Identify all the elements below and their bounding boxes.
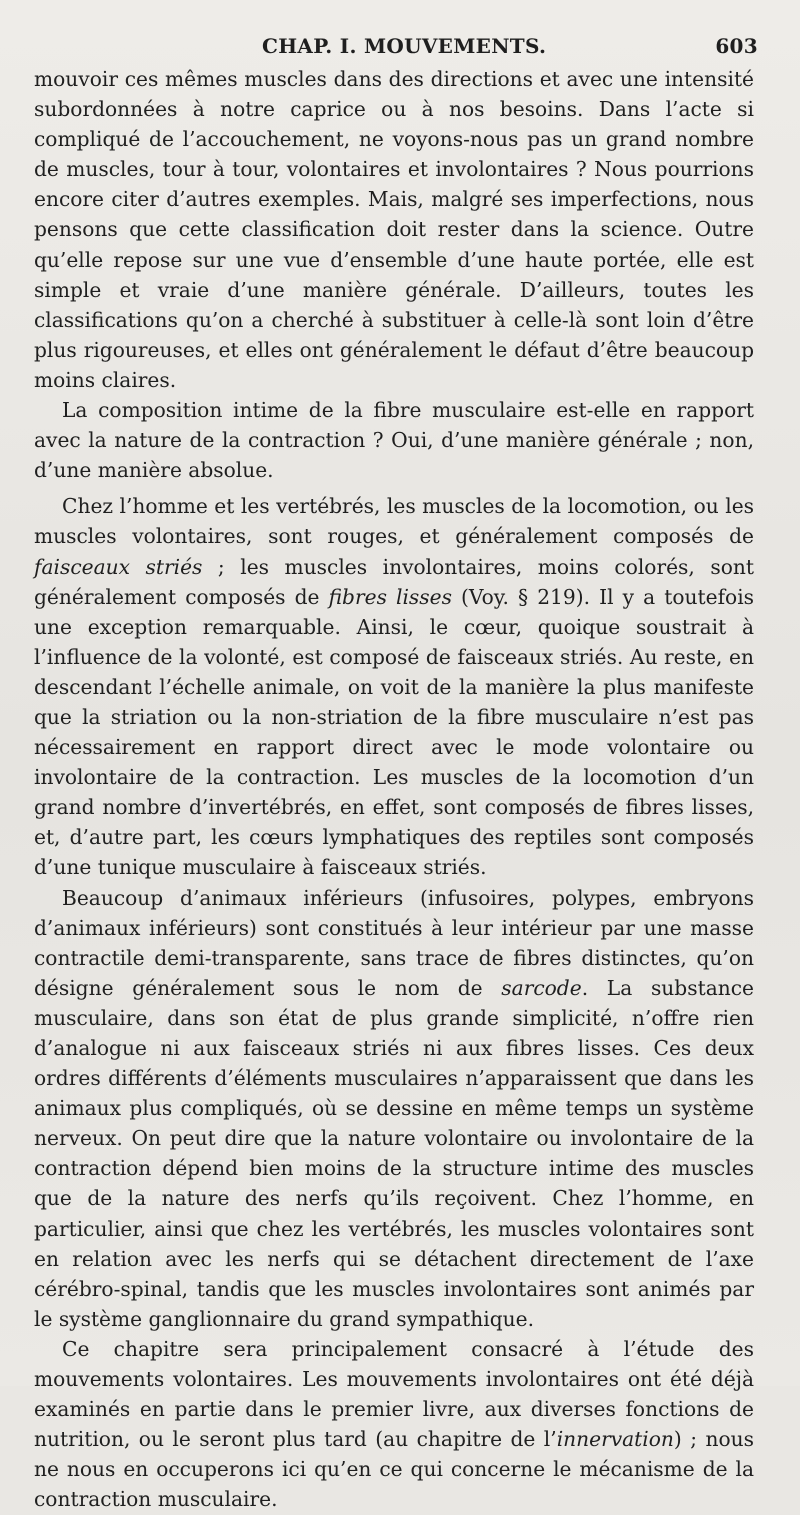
text-run: (Voy. § 219). Il y a toutefois une exception remarquable. Ainsi, le cœur, quoique soustrait à l’influence de la volonté, est composé de faisceaux striés. Au reste, en descendant l’échelle animale, on voit de la manière la plus manifeste que la striation ou la non-striation de la fibre musculaire n’est pas nécessairement en rapport direct avec le mode volontaire ou involontaire de la contraction. Les muscles de la locomotion d’un grand nombre d’invertébrés, en effet, sont composés de fibres lisses, et, d’autre part, les cœurs lymphatiques des reptiles sont composés d’une tunique musculaire à faisceaux striés. (34, 584, 755, 880)
text-run: Ce chapitre sera principalement consacré à l’étude des mouvements volontaires. Les mouvements involontaires ont été déjà examinés en partie dans le premier livre, aux diverses fonctions de nutrition, ou le seront plus tard (au chapitre de l’ (34, 1336, 754, 1452)
italic-term: sarcode (501, 975, 582, 1000)
text-run: Chez l’homme et les vertébrés, les muscles de la locomotion, ou les muscles volontaires, sont rouges, et généralement composés de (34, 494, 754, 549)
paragraph (34, 491, 754, 882)
text-run: Beaucoup d’animaux inférieurs (infusoires, polypes, embryons d’animaux inférieurs) sont constitués à leur intérieur par une masse contractile demi-transparente, sans trace de fibres distinctes, qu’on désigne généralement sous le nom de (34, 885, 754, 1000)
italic-term: faisceaux striés (34, 554, 203, 579)
text-run: ) ; nous ne nous en occuperons ici qu’en ce qui concerne le mécanisme de la contraction musculaire. (34, 1427, 755, 1512)
text-run: . La substance musculaire, dans son état de plus grande simplicité, n’offre rien d’analogue ni aux faisceaux striés ni aux fibres lisses. Ces deux ordres différents d’éléments musculaires n’apparaissent que dans les animaux plus compliqués, où se dessine en même temps un système nerveux. On peut dire que la nature volontaire ou involontaire de la contraction dépend bien moins de la structure intime des muscles que de la nature des nerfs qu’ils reçoivent. Chez l’homme, en particulier, ainsi que chez les vertébrés, les muscles volontaires sont en relation avec les nerfs qui se détachent directement de l’axe cérébro-spinal, tandis que les muscles involontaires sont animés par le système ganglionnaire du grand sympathique. (34, 975, 754, 1331)
paragraph (34, 1334, 754, 1515)
text-run: ; les muscles involontaires, moins colorés, sont généralement composés de (34, 554, 754, 609)
paragraph (34, 64, 754, 395)
text-run: mouvoir ces mêmes muscles dans des directions et avec une intensité subordonnées à notre caprice ou à nos besoins. Dans l’acte si compliqué de l’accouchement, ne voyons-nous pas un grand nombre de muscles, tour à tour, volontaires et involontaires ? Nous pourrions encore citer d’autres exemples. Mais, malgré ses imperfections, nous pensons que cette classification doit rester dans la science. Outre qu’elle repose sur une vue d’ensemble d’une haute portée, elle est simple et vraie d’une manière générale. D’ailleurs, toutes les classifications qu’on a cherché à substituer à celle-là sont loin d’être plus rigoureuses, et elles ont généralement le défaut d’être beaucoup moins claires. (34, 67, 754, 392)
body-text (34, 64, 754, 1515)
paragraph (34, 395, 754, 485)
running-title: CHAP. I. MOUVEMENTS. (262, 34, 547, 58)
paragraph (34, 883, 754, 1334)
running-head (34, 34, 758, 62)
italic-term: innervation (556, 1427, 674, 1452)
text-run: La composition intime de la fibre musculaire est-elle en rapport avec la nature de la contraction ? Oui, d’une manière générale ; non, d’une manière absolue. (34, 398, 754, 483)
italic-term: fibres lisses (328, 584, 452, 609)
page-number: 603 (715, 34, 758, 58)
